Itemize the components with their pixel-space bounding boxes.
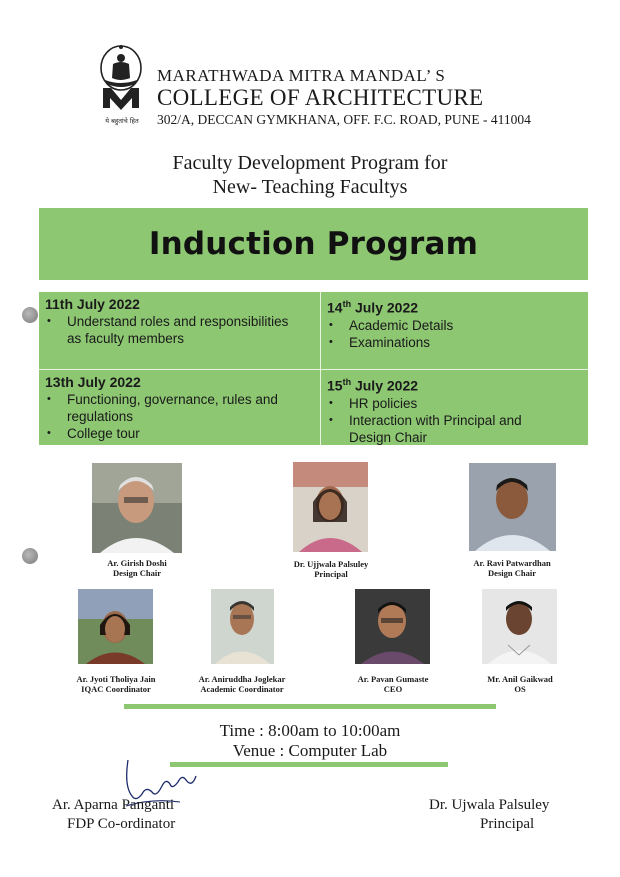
schedule-item: • Interaction with Principal and (327, 412, 582, 429)
institution-name: COLLEGE OF ARCHITECTURE (157, 85, 484, 110)
faculty-role: OS (514, 684, 526, 694)
coordinator-name: Ar. Aparna Panganti (52, 797, 175, 813)
faculty-caption (323, 674, 463, 694)
event-venue: Venue : Computer Lab (232, 741, 388, 760)
title-banner (39, 208, 588, 280)
schedule-grid (39, 292, 588, 445)
schedule-item: • Academic Details (327, 317, 582, 334)
schedule-date: 14th July 2022 (327, 299, 419, 316)
faculty-photo (211, 589, 274, 664)
punch-hole (22, 307, 38, 323)
divider-bottom (170, 762, 448, 767)
schedule-item: Design Chair (349, 429, 428, 445)
schedule-date: 11th July 2022 (45, 296, 140, 312)
schedule-item: regulations (67, 409, 134, 424)
faculty-role: Design Chair (488, 568, 536, 578)
program-subtitle-line2: New- Teaching Facultys (212, 176, 408, 198)
faculty-role: Design Chair (113, 568, 161, 578)
schedule-list (327, 395, 582, 446)
faculty-name: Ar. Girish Doshi (107, 558, 167, 568)
program-title: Induction Program (148, 226, 479, 262)
schedule-item: • Functioning, governance, rules and (45, 391, 314, 408)
faculty-photo (78, 589, 153, 664)
faculty-photo (355, 589, 430, 664)
faculty-name: Ar. Jyoti Tholiya Jain (76, 674, 156, 684)
faculty-caption (450, 674, 590, 694)
faculty-role: Principal (314, 569, 348, 579)
schedule-cell (321, 292, 588, 370)
event-time: Time : 8:00am to 10:00am (219, 721, 401, 740)
schedule-cell (39, 370, 321, 445)
principal-role: Principal (480, 816, 535, 832)
faculty-name: Dr. Ujjwala Palsuley (293, 559, 369, 569)
faculty-photo (482, 589, 557, 664)
faculty-name: Ar. Aniruddha Joglekar (198, 674, 286, 684)
logo-motto: ये बहुतांचे हित (105, 117, 139, 125)
institution-address: 302/A, DECCAN GYMKHANA, OFF. F.C. ROAD, PUNE - 411004 (157, 112, 531, 127)
schedule-cell (39, 292, 321, 370)
faculty-role: CEO (383, 684, 403, 694)
institution-line1: MARATHWADA MITRA MANDAL’ S (157, 66, 446, 85)
faculty-name: Ar. Ravi Patwardhan (473, 558, 551, 568)
schedule-item: • HR policies (327, 395, 582, 412)
faculty-photo (92, 463, 182, 553)
faculty-name: Ar. Pavan Gumaste (357, 674, 429, 684)
schedule-date: 13th July 2022 (45, 374, 141, 390)
faculty-photo (293, 462, 368, 552)
faculty-caption (172, 674, 312, 694)
faculty-photo (469, 463, 556, 551)
faculty-caption (261, 559, 401, 579)
schedule-list (45, 313, 314, 347)
principal-name: Dr. Ujwala Palsuley (429, 797, 550, 813)
schedule-list (45, 391, 314, 442)
schedule-item: • College tour (45, 425, 314, 442)
faculty-name: Mr. Anil Gaikwad (487, 674, 553, 684)
saraswati-logo-icon (95, 44, 147, 122)
schedule-date: 15th July 2022 (327, 377, 419, 394)
faculty-caption (46, 674, 186, 694)
program-subtitle-line1: Faculty Development Program for (172, 152, 448, 174)
faculty-role: IQAC Coordinator (81, 684, 151, 694)
coordinator-role: FDP Co-ordinator (67, 816, 176, 832)
schedule-item: as faculty members (67, 331, 185, 346)
schedule-item: • Examinations (327, 334, 582, 351)
faculty-caption (442, 558, 582, 578)
schedule-item: • Understand roles and responsibilities (45, 313, 314, 330)
faculty-role: Academic Coordinator (200, 684, 284, 694)
schedule-list (327, 317, 582, 351)
faculty-caption (67, 558, 207, 578)
divider-top (124, 704, 496, 709)
schedule-cell (321, 370, 588, 445)
punch-hole (22, 548, 38, 564)
